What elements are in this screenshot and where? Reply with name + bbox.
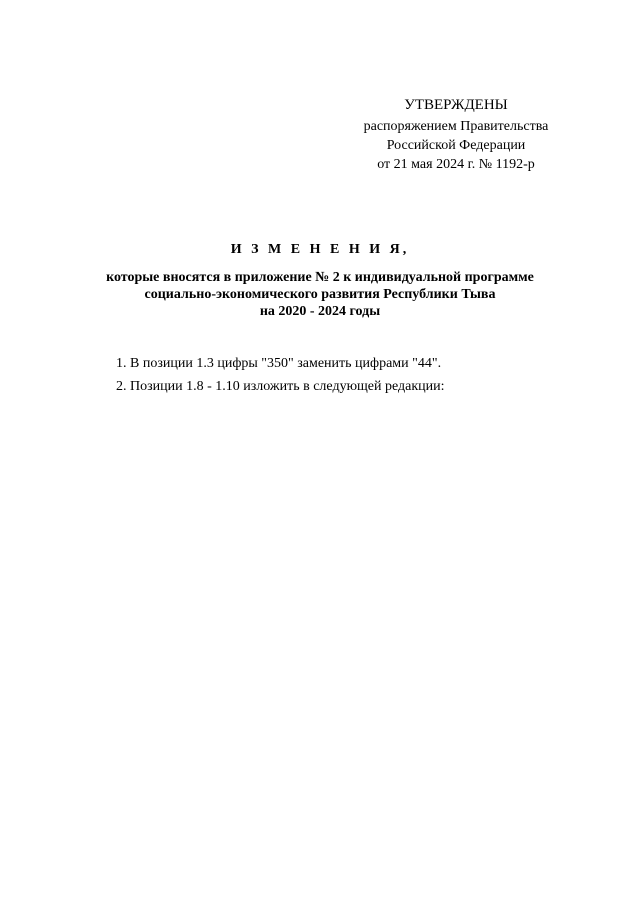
amendment-item-2: 2. Позиции 1.8 - 1.10 изложить в следующей редакции: <box>116 379 445 394</box>
amendment-list <box>116 352 596 398</box>
subtitle-line-1: которые вносятся в приложение № 2 к индивидуальной программе <box>106 270 534 285</box>
subtitle-line-2: социально-экономического развития Республики Тыва <box>144 287 496 302</box>
approval-stamp-block <box>330 96 582 174</box>
approval-line-2: Российской Федерации <box>386 138 526 153</box>
amendment-item-1: 1. В позиции 1.3 цифры "350" заменить цифрами "44". <box>116 356 442 371</box>
approval-heading: УТВЕРЖДЕНЫ <box>404 97 508 113</box>
subtitle-line-3: на 2020 - 2024 годы <box>259 304 381 319</box>
approval-line-3: от 21 мая 2024 г. № 1192-р <box>377 157 535 172</box>
document-heading <box>40 241 600 320</box>
approval-line-1: распоряжением Правительства <box>363 119 549 134</box>
document-title: И З М Е Н Е Н И Я, <box>230 242 410 257</box>
document-subtitle <box>40 269 600 320</box>
